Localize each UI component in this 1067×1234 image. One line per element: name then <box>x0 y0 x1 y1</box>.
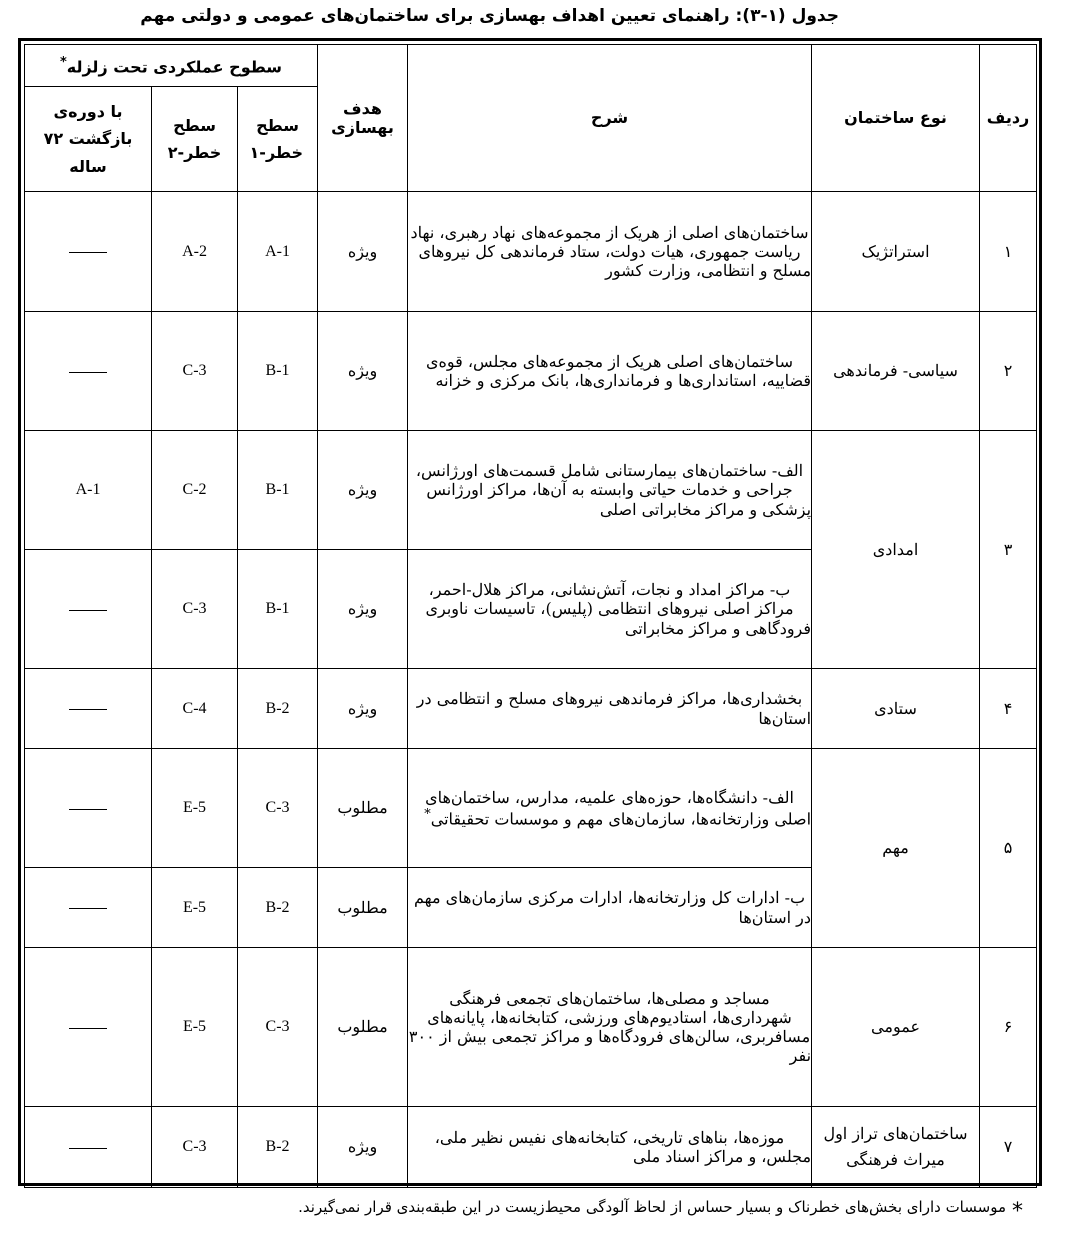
hazard-level-2-value: C-3 <box>152 312 238 431</box>
hazard-level-1-value: B-2 <box>238 669 318 749</box>
hazard-level-2-value: C-4 <box>152 669 238 749</box>
header-return-period-72: با دوره‌ی بازگشت ۷۲ ساله <box>25 87 152 192</box>
hazard-level-1-value: A-1 <box>238 192 318 312</box>
header-row-number: ردیف <box>980 45 1037 192</box>
table-row <box>25 1107 1037 1188</box>
footnote-text: موسسات دارای بخش‌های خطرناک و بسیار حساس از لحاظ آلودگی محیط‌زیست در این طبقه‌بندی قرار نمی‌گیرند. <box>298 1198 1006 1216</box>
hazard-level-1-value: B-2 <box>238 868 318 948</box>
description: ب- مراکز امداد و نجات، آتش‌نشانی، مراکز هلال-احمر، مراکز اصلی نیروهای انتظامی (پلیس)، تاسیسات ناوبری فرودگاهی و مراکز مخابراتی <box>408 550 812 669</box>
hazard-level-1-value: B-1 <box>238 431 318 550</box>
header-hazard-level-2: سطح خطر-۲ <box>152 87 238 192</box>
return-period-value <box>25 1107 152 1188</box>
return-period-value <box>25 868 152 948</box>
row-number: ۷ <box>980 1107 1037 1188</box>
retrofit-goal: ویژه <box>318 431 408 550</box>
building-type: عمومی <box>812 948 980 1107</box>
retrofit-goal: ویژه <box>318 312 408 431</box>
header-building-type: نوع ساختمان <box>812 45 980 192</box>
hazard-level-1-value: B-2 <box>238 1107 318 1188</box>
hazard-level-2-value: C-3 <box>152 550 238 669</box>
table-row <box>25 312 1037 431</box>
row-number: ۴ <box>980 669 1037 749</box>
retrofit-goal: ویژه <box>318 192 408 312</box>
row-number: ۱ <box>980 192 1037 312</box>
description: مساجد و مصلی‌ها، ساختمان‌های تجمعی فرهنگی شهرداری‌ها، استادیوم‌های ورزشی، کتابخانه‌ها، پایانه‌های مسافربری، سالن‌های فرودگاه‌ها و مراکز تجمعی بیش از ۳۰۰ نفر <box>408 948 812 1107</box>
hazard-level-2-value: E-5 <box>152 868 238 948</box>
retrofit-goal: مطلوب <box>318 948 408 1107</box>
footnote <box>0 1198 1023 1224</box>
retrofit-goal: ویژه <box>318 550 408 669</box>
building-type: مهم <box>812 749 980 948</box>
empty-dash <box>69 609 107 611</box>
row-number: ۲ <box>980 312 1037 431</box>
description: موزه‌ها، بناهای تاریخی، کتابخانه‌های نفیس نظیر ملی، مجلس، و مراکز اسناد ملی <box>408 1107 812 1188</box>
description: ساختمان‌های اصلی هریک از مجموعه‌های مجلس، قوه‌ی قضاییه، استانداری‌ها و فرمانداری‌ها، بانک مرکزی و خزانه <box>408 312 812 431</box>
description-footnote-mark: * <box>424 806 431 822</box>
building-type: استراتژیک <box>812 192 980 312</box>
header-retrofit-goal: هدف بهسازی <box>318 45 408 192</box>
retrofit-goal: ویژه <box>318 1107 408 1188</box>
description: الف- ساختمان‌های بیمارستانی شامل قسمت‌های اورژانس، جراحی و خدمات حیاتی وابسته به آن‌ها، مراکز اورژانس پزشکی و مراکز مخابراتی اصلی <box>408 431 812 550</box>
retrofit-goal: ویژه <box>318 669 408 749</box>
description: ب- ادارات کل وزارتخانه‌ها، ادارات مرکزی سازمان‌های مهم در استان‌ها <box>408 868 812 948</box>
footnote-mark: * <box>1012 1199 1023 1224</box>
row-number: ۳ <box>980 431 1037 669</box>
hazard-level-2-value: E-5 <box>152 948 238 1107</box>
building-type: ساختمان‌های تراز اول میراث فرهنگی <box>812 1107 980 1188</box>
hazard-level-1-value: C-3 <box>238 749 318 868</box>
row-number: ۶ <box>980 948 1037 1107</box>
header-footnote-mark: * <box>59 54 67 70</box>
description-text: الف- دانشگاه‌ها، حوزه‌های علمیه، مدارس، ساختمان‌های اصلی وزارتخانه‌ها، سازمان‌های مهم و موسسات تحقیقاتی <box>425 787 812 829</box>
return-period-value <box>25 312 152 431</box>
building-type: سیاسی- فرماندهی <box>812 312 980 431</box>
header-hazard-level-1: سطح خطر-۱ <box>238 87 318 192</box>
retrofit-goal: مطلوب <box>318 868 408 948</box>
table-caption: جدول (۱-۳): راهنمای تعیین اهداف بهسازی برای ساختمان‌های عمومی و دولتی مهم <box>140 6 839 26</box>
table-row <box>25 749 1037 868</box>
hazard-level-1-value: C-3 <box>238 948 318 1107</box>
return-period-value <box>25 192 152 312</box>
empty-dash <box>69 371 107 373</box>
table-row <box>25 192 1037 312</box>
hazard-level-1-value: B-1 <box>238 312 318 431</box>
empty-dash <box>69 251 107 253</box>
hazard-level-2-value: C-3 <box>152 1107 238 1188</box>
empty-dash <box>69 1147 107 1149</box>
table-row <box>25 948 1037 1107</box>
return-period-value: A-1 <box>25 431 152 550</box>
header-performance-levels <box>25 45 318 87</box>
return-period-value <box>25 669 152 749</box>
empty-dash <box>69 1027 107 1029</box>
description: بخشداری‌ها، مراکز فرماندهی نیروهای مسلح و انتظامی در استان‌ها <box>408 669 812 749</box>
row-number: ۵ <box>980 749 1037 948</box>
return-period-value <box>25 749 152 868</box>
empty-dash <box>69 808 107 810</box>
hazard-level-1-value: B-1 <box>238 550 318 669</box>
retrofit-goal: مطلوب <box>318 749 408 868</box>
table-row <box>25 669 1037 749</box>
building-type: ستادی <box>812 669 980 749</box>
retrofit-goals-table <box>24 44 1037 1188</box>
table-row <box>25 431 1037 550</box>
return-period-value <box>25 948 152 1107</box>
empty-dash <box>69 907 107 909</box>
building-type: امدادی <box>812 431 980 669</box>
header-performance-levels-label: سطوح عملکردی تحت زلزله <box>66 57 283 77</box>
header-description: شرح <box>408 45 812 192</box>
description <box>408 749 812 868</box>
return-period-value <box>25 550 152 669</box>
hazard-level-2-value: E-5 <box>152 749 238 868</box>
hazard-level-2-value: A-2 <box>152 192 238 312</box>
description: ساختمان‌های اصلی از هریک از مجموعه‌های نهاد رهبری، نهاد ریاست جمهوری، هیات دولت، ستاد فرماندهی کل نیروهای مسلح و انتظامی، وزارت کشور <box>408 192 812 312</box>
empty-dash <box>69 708 107 710</box>
hazard-level-2-value: C-2 <box>152 431 238 550</box>
